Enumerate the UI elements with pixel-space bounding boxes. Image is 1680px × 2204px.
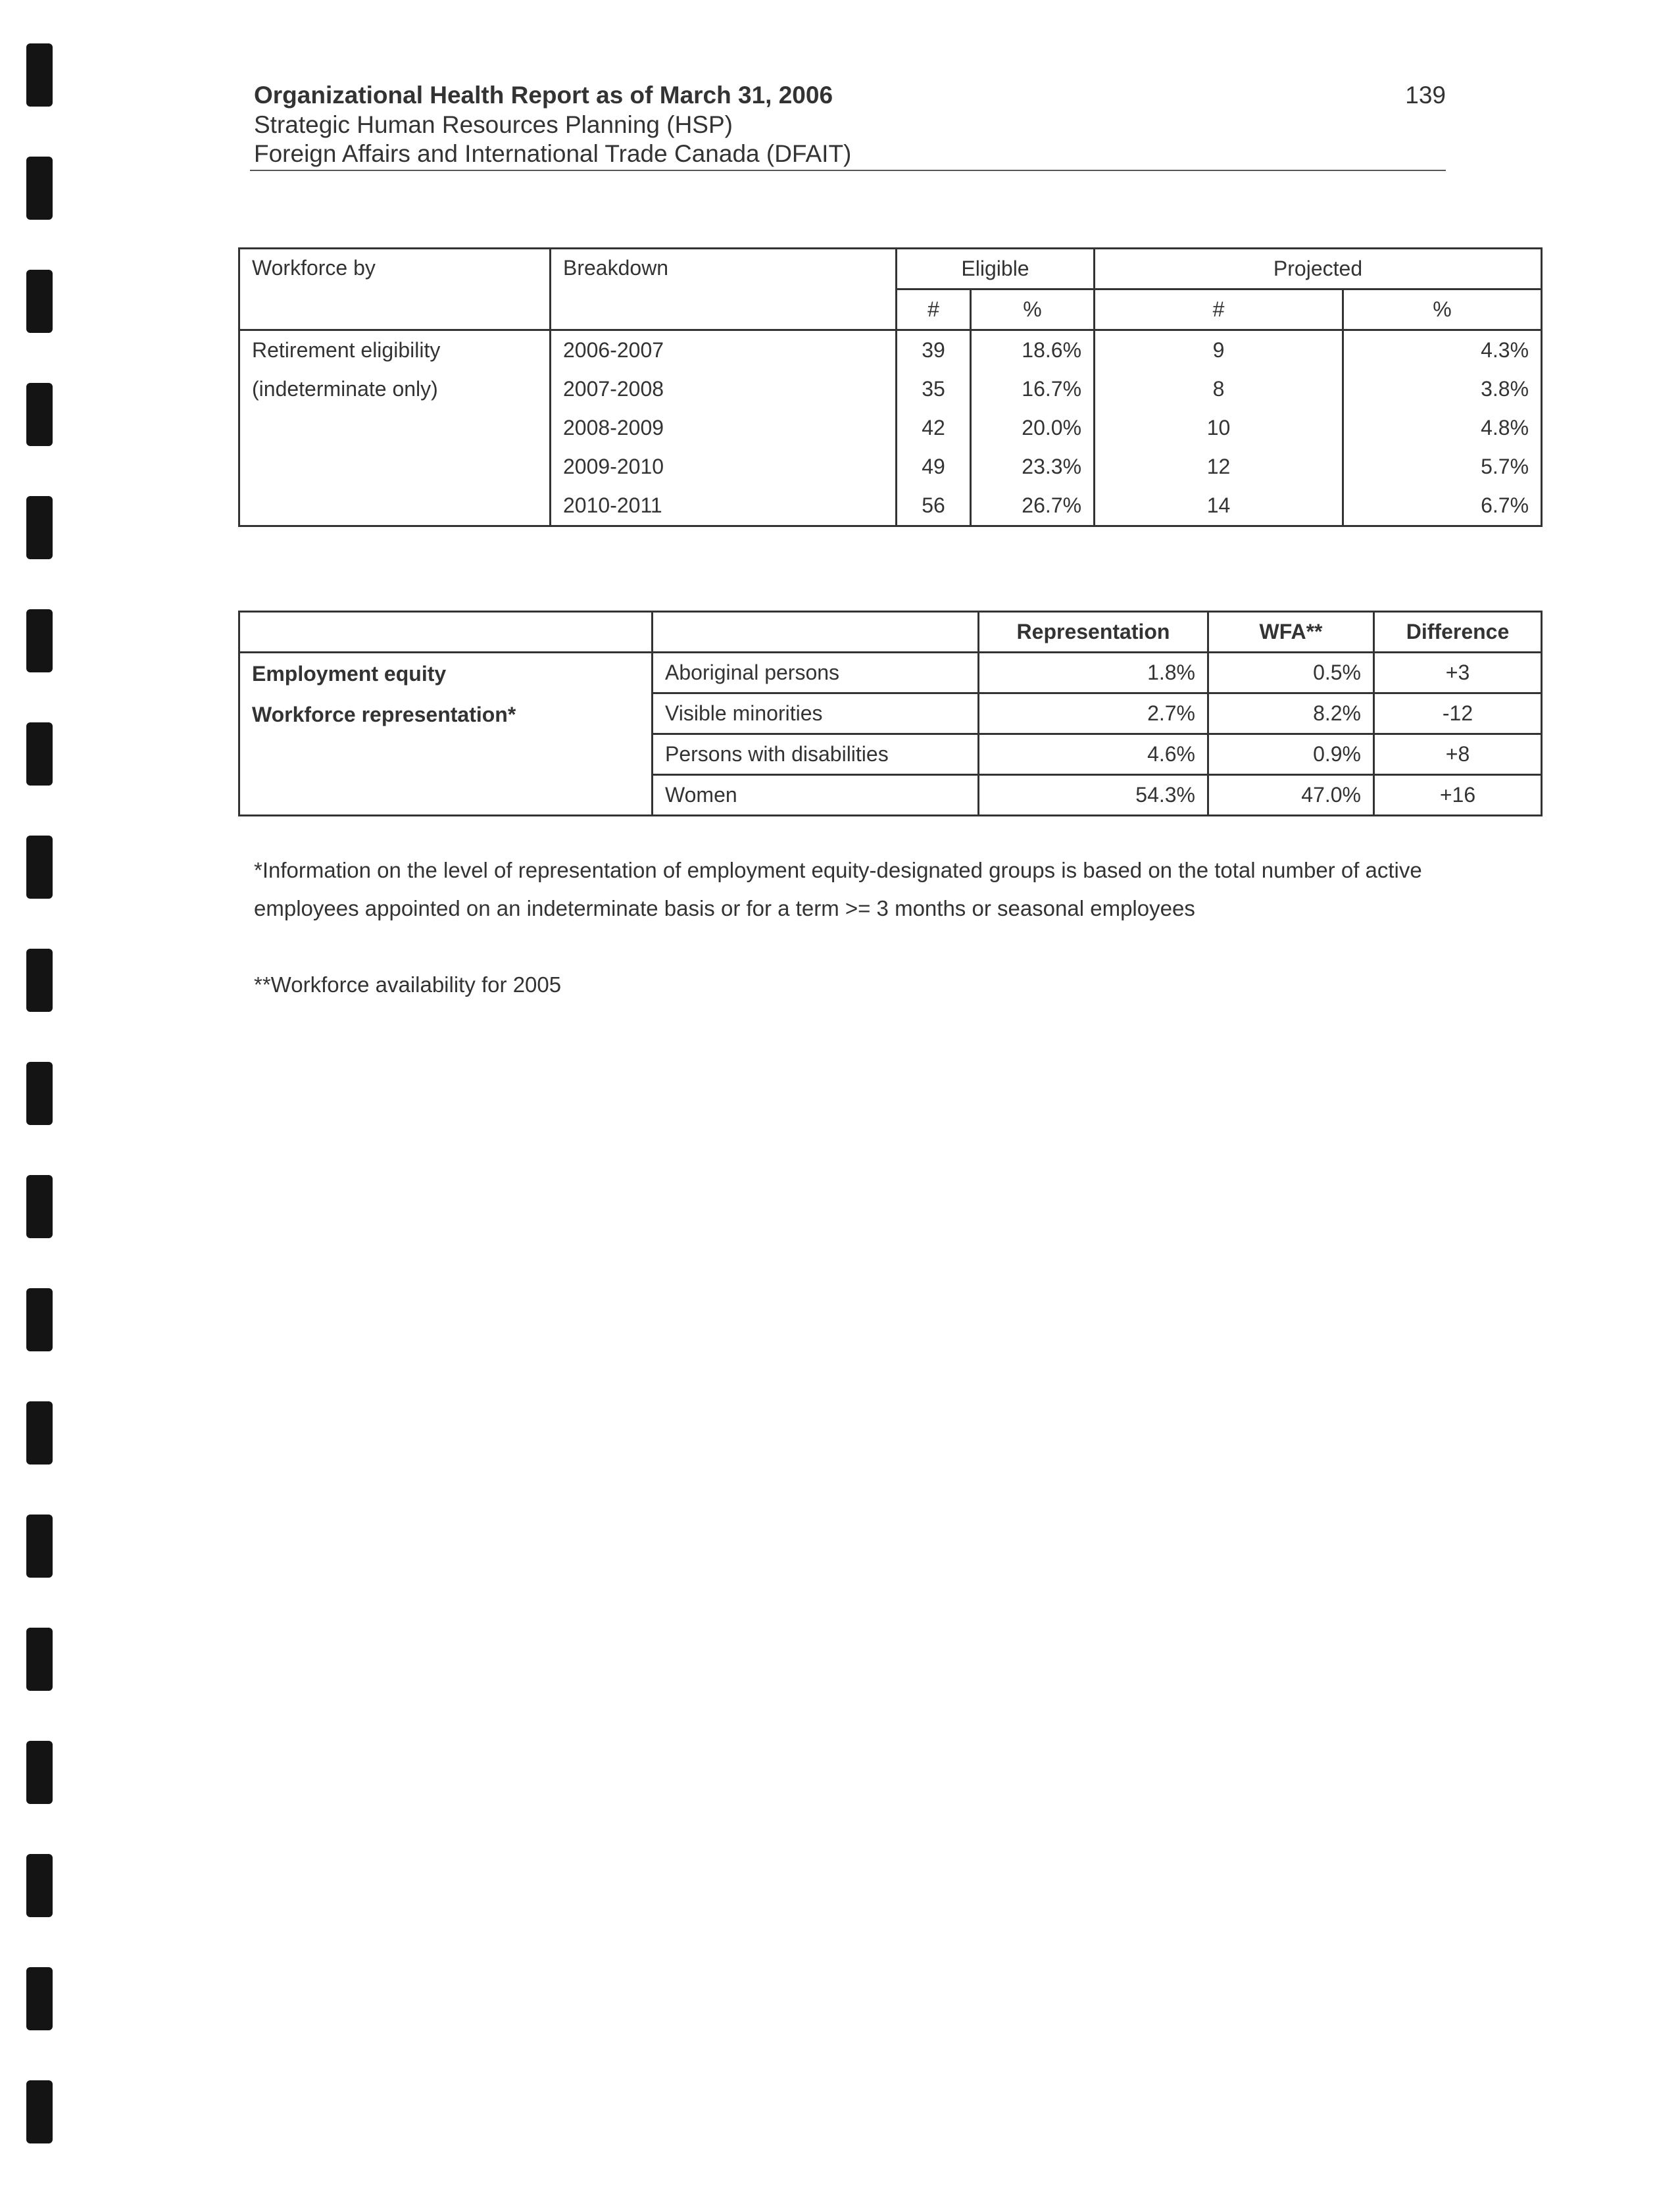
column-header-breakdown: Breakdown bbox=[551, 249, 897, 330]
row-group-label bbox=[239, 653, 653, 816]
projected-number-cell: 9 bbox=[1095, 330, 1343, 370]
binding-mark bbox=[26, 949, 53, 1012]
empty-label-cell bbox=[239, 409, 551, 447]
eligible-number-cell: 56 bbox=[897, 486, 971, 526]
table-row bbox=[239, 409, 1542, 447]
projected-percent-cell: 3.8% bbox=[1343, 370, 1542, 409]
employment-equity-table bbox=[238, 611, 1543, 816]
subheader-eligible-percent: % bbox=[971, 289, 1095, 330]
eligible-number-cell: 42 bbox=[897, 409, 971, 447]
binding-mark bbox=[26, 43, 53, 107]
footnote-line: employees appointed on an indeterminate basis or for a term >= 3 months or seasonal employees bbox=[254, 896, 1195, 920]
empty-label-cell bbox=[239, 447, 551, 486]
eligible-percent-cell: 16.7% bbox=[971, 370, 1095, 409]
row-label-retirement-eligibility: Retirement eligibility bbox=[239, 330, 551, 370]
year-cell: 2007-2008 bbox=[551, 370, 897, 409]
binding-mark bbox=[26, 2080, 53, 2143]
projected-number-cell: 10 bbox=[1095, 409, 1343, 447]
label-workforce-representation: Workforce representation* bbox=[252, 703, 516, 726]
subheader-eligible-number: # bbox=[897, 289, 971, 330]
footnote-representation bbox=[254, 851, 1504, 928]
binding-mark bbox=[26, 496, 53, 559]
projected-percent-cell: 6.7% bbox=[1343, 486, 1542, 526]
eligible-number-cell: 39 bbox=[897, 330, 971, 370]
table-header-row bbox=[239, 249, 1542, 289]
column-header-eligible: Eligible bbox=[897, 249, 1095, 289]
subheader-projected-number: # bbox=[1095, 289, 1343, 330]
table-row bbox=[239, 653, 1542, 693]
difference-cell: +3 bbox=[1374, 653, 1542, 693]
wfa-cell: 8.2% bbox=[1208, 693, 1374, 734]
binding-mark bbox=[26, 1062, 53, 1125]
column-header-difference: Difference bbox=[1374, 612, 1542, 653]
group-cell: Visible minorities bbox=[653, 693, 979, 734]
binding-mark bbox=[26, 1401, 53, 1465]
projected-percent-cell: 5.7% bbox=[1343, 447, 1542, 486]
table-row bbox=[239, 370, 1542, 409]
column-header-wfa: WFA** bbox=[1208, 612, 1374, 653]
page-number: 139 bbox=[1405, 82, 1446, 109]
difference-cell: +8 bbox=[1374, 734, 1542, 775]
table-row bbox=[239, 447, 1542, 486]
difference-cell: +16 bbox=[1374, 775, 1542, 816]
year-cell: 2010-2011 bbox=[551, 486, 897, 526]
projected-number-cell: 8 bbox=[1095, 370, 1343, 409]
binding-mark bbox=[26, 270, 53, 333]
eligible-number-cell: 49 bbox=[897, 447, 971, 486]
column-header-workforce-by: Workforce by bbox=[239, 249, 551, 330]
binding-mark bbox=[26, 383, 53, 446]
empty-header-cell bbox=[653, 612, 979, 653]
group-cell: Women bbox=[653, 775, 979, 816]
difference-cell: -12 bbox=[1374, 693, 1542, 734]
year-cell: 2009-2010 bbox=[551, 447, 897, 486]
binding-mark bbox=[26, 609, 53, 672]
representation-cell: 4.6% bbox=[979, 734, 1208, 775]
representation-cell: 54.3% bbox=[979, 775, 1208, 816]
label-employment-equity: Employment equity bbox=[252, 662, 447, 686]
report-title: Organizational Health Report as of March 31, 2006 bbox=[254, 82, 833, 109]
footnote-line: *Information on the level of representation of employment equity-designated groups is based on the total number of active bbox=[254, 858, 1422, 882]
binding-mark bbox=[26, 722, 53, 786]
table-row bbox=[239, 330, 1542, 370]
table-header-row bbox=[239, 612, 1542, 653]
department-name: Foreign Affairs and International Trade Canada (DFAIT) bbox=[254, 140, 852, 167]
year-cell: 2008-2009 bbox=[551, 409, 897, 447]
wfa-cell: 0.5% bbox=[1208, 653, 1374, 693]
empty-header-cell bbox=[239, 612, 653, 653]
column-header-representation: Representation bbox=[979, 612, 1208, 653]
binding-mark bbox=[26, 1967, 53, 2030]
binding-mark bbox=[26, 1628, 53, 1691]
representation-cell: 2.7% bbox=[979, 693, 1208, 734]
binding-mark bbox=[26, 836, 53, 899]
projected-number-cell: 14 bbox=[1095, 486, 1343, 526]
binding-mark bbox=[26, 1854, 53, 1917]
row-label-indeterminate-only: (indeterminate only) bbox=[239, 370, 551, 409]
header-rule bbox=[250, 170, 1446, 171]
group-cell: Aboriginal persons bbox=[653, 653, 979, 693]
page-header bbox=[254, 80, 1446, 168]
projected-percent-cell: 4.3% bbox=[1343, 330, 1542, 370]
eligible-percent-cell: 20.0% bbox=[971, 409, 1095, 447]
year-cell: 2006-2007 bbox=[551, 330, 897, 370]
binding-mark bbox=[26, 1741, 53, 1804]
empty-label-cell bbox=[239, 486, 551, 526]
group-cell: Persons with disabilities bbox=[653, 734, 979, 775]
table-row bbox=[239, 486, 1542, 526]
eligible-number-cell: 35 bbox=[897, 370, 971, 409]
binding-mark bbox=[26, 1288, 53, 1351]
department-unit: Strategic Human Resources Planning (HSP) bbox=[254, 111, 733, 138]
eligible-percent-cell: 18.6% bbox=[971, 330, 1095, 370]
retirement-eligibility-table bbox=[238, 247, 1543, 527]
representation-cell: 1.8% bbox=[979, 653, 1208, 693]
eligible-percent-cell: 26.7% bbox=[971, 486, 1095, 526]
footnote-workforce-availability: **Workforce availability for 2005 bbox=[254, 972, 562, 997]
wfa-cell: 0.9% bbox=[1208, 734, 1374, 775]
projected-number-cell: 12 bbox=[1095, 447, 1343, 486]
subheader-projected-percent: % bbox=[1343, 289, 1542, 330]
wfa-cell: 47.0% bbox=[1208, 775, 1374, 816]
column-header-projected: Projected bbox=[1095, 249, 1542, 289]
binding-mark bbox=[26, 157, 53, 220]
binding-mark bbox=[26, 1515, 53, 1578]
eligible-percent-cell: 23.3% bbox=[971, 447, 1095, 486]
binding-mark bbox=[26, 1175, 53, 1238]
projected-percent-cell: 4.8% bbox=[1343, 409, 1542, 447]
